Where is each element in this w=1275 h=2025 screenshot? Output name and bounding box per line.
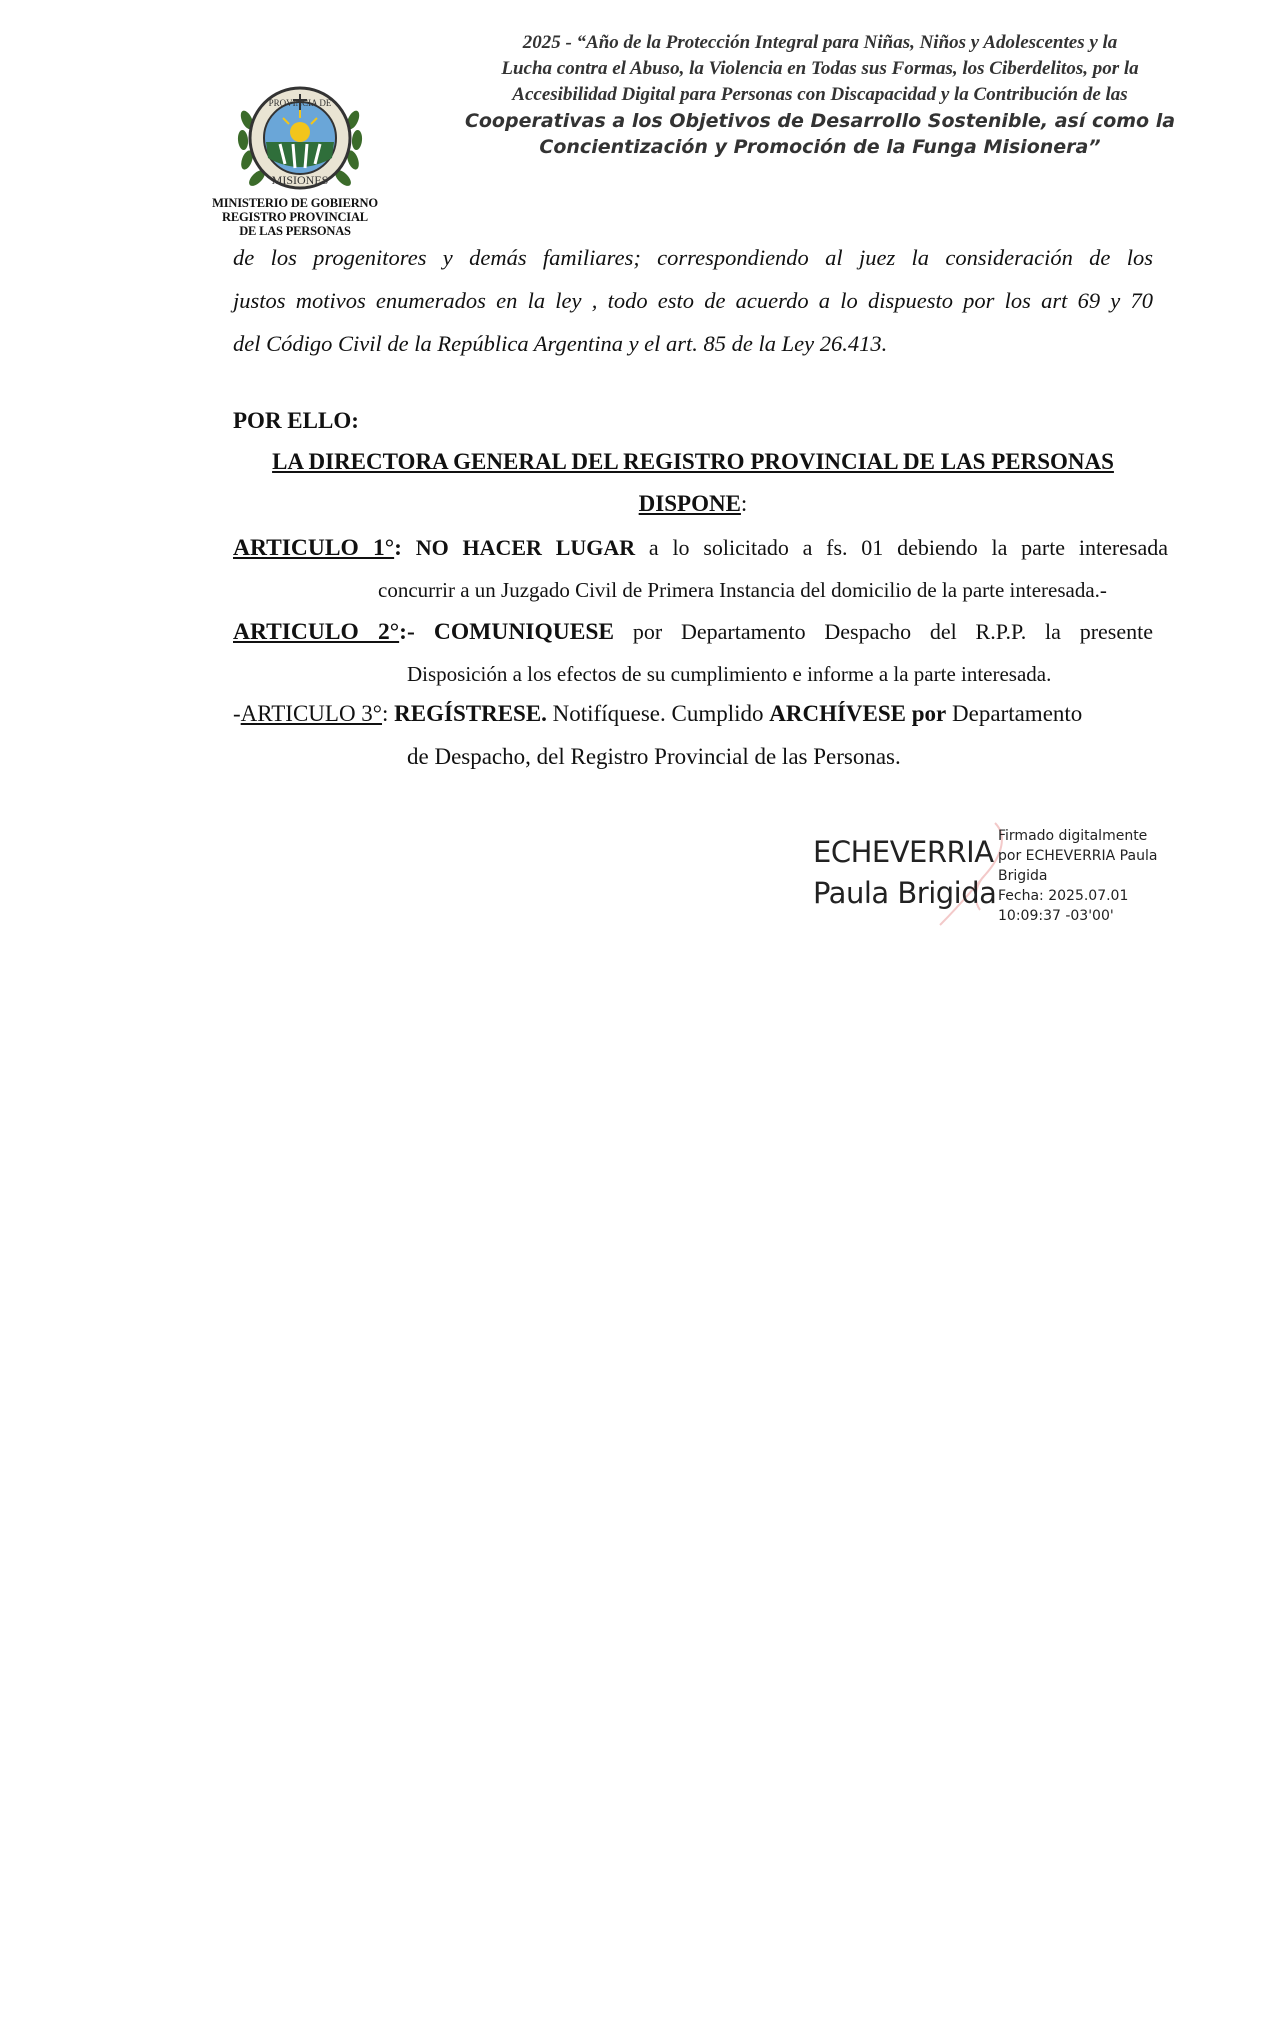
article-label-suffix: : xyxy=(394,535,402,561)
signature-meta-line: 10:09:37 -03'00' xyxy=(998,908,1114,924)
article-text: Notifíquese. Cumplido xyxy=(546,701,770,726)
seal-text-top: PROVINCIA DE xyxy=(268,98,332,108)
signature-meta-line: Brigida xyxy=(998,868,1048,884)
signer-name-line: ECHEVERRIA xyxy=(813,835,994,869)
article-text: a lo solicitado a fs. 01 debiendo la parte interesada xyxy=(648,535,1169,560)
article-2 xyxy=(233,619,1153,646)
paragraph-line: justos motivos enumerados en la ley , todo esto de acuerdo a lo dispuesto por los art 69 y 70 xyxy=(233,288,1153,313)
signature-meta-line: Fecha: 2025.07.01 xyxy=(998,888,1129,904)
article-bold-text: ARCHÍVESE por xyxy=(769,701,947,726)
signer-name-line: Paula Brigida xyxy=(813,876,997,910)
article-bold-text: NO HACER LUGAR xyxy=(415,535,636,560)
article-3-continuation: de Despacho, del Registro Provincial de las Personas. xyxy=(407,744,901,769)
article-label-suffix: : xyxy=(382,701,395,726)
seal-text-bottom: MISIONES xyxy=(271,173,329,187)
signature-meta-line: Firmado digitalmente xyxy=(998,828,1148,844)
body-paragraph xyxy=(233,236,1153,365)
directora-heading: LA DIRECTORA GENERAL DEL REGISTRO PROVINCIAL DE LAS PERSONAS xyxy=(272,449,1114,474)
motto-line: Accesibilidad Digital para Personas con Discapacidad y la Contribución de las xyxy=(512,84,1128,105)
article-label: ARTICULO 1° xyxy=(233,535,395,561)
article-3 xyxy=(233,701,1082,727)
dispone-heading xyxy=(233,491,1153,517)
article-text: por Departamento Despacho del R.P.P. la presente xyxy=(632,619,1153,644)
motto-line: 2025 - “Año de la Protección Integral para Niñas, Niños y Adolescentes y la xyxy=(522,32,1118,53)
year-motto xyxy=(455,30,1185,160)
motto-line: Cooperativas a los Objetivos de Desarrollo Sostenible, así como la xyxy=(464,110,1176,132)
article-2-continuation: Disposición a los efectos de su cumplimiento e informe a la parte interesada. xyxy=(407,662,1052,686)
article-label-suffix: :- xyxy=(399,619,434,645)
article-1 xyxy=(233,535,1168,562)
article-1-continuation: concurrir a un Juzgado Civil de Primera Instancia del domicilio de la parte interesada.- xyxy=(378,578,1107,602)
ministry-heading xyxy=(195,196,395,238)
motto-line: Concientización y Promoción de la Funga Misionera” xyxy=(539,136,1101,158)
signer-name xyxy=(813,832,996,914)
ministry-line: MINISTERIO DE GOBIERNO xyxy=(212,196,378,210)
paragraph-line: de los progenitores y demás familiares; correspondiendo al juez la consideración de los xyxy=(233,245,1153,270)
article-label: ARTICULO 3° xyxy=(240,701,383,726)
article-text: Departamento xyxy=(946,701,1083,726)
motto-line: Lucha contra el Abuso, la Violencia en Todas sus Formas, los Ciberdelitos, por la xyxy=(501,58,1139,79)
dispone-suffix: : xyxy=(740,491,748,516)
provincial-seal-icon xyxy=(235,80,365,200)
article-label: ARTICULO 2° xyxy=(233,619,400,645)
article-bold-text: COMUNIQUESE xyxy=(433,619,615,645)
article-prefix: - xyxy=(233,701,241,726)
signature-meta-line: por ECHEVERRIA Paula xyxy=(998,848,1158,864)
digital-signature-details xyxy=(998,826,1157,926)
ministry-line: REGISTRO PROVINCIAL xyxy=(222,210,368,224)
ministry-line: DE LAS PERSONAS xyxy=(239,224,351,238)
dispone-word: DISPONE xyxy=(638,491,741,516)
paragraph-line: del Código Civil de la República Argentina y el art. 85 de la Ley 26.413. xyxy=(233,331,888,356)
article-bold-text: REGÍSTRESE. xyxy=(394,701,547,726)
por-ello-heading: POR ELLO: xyxy=(233,408,359,433)
